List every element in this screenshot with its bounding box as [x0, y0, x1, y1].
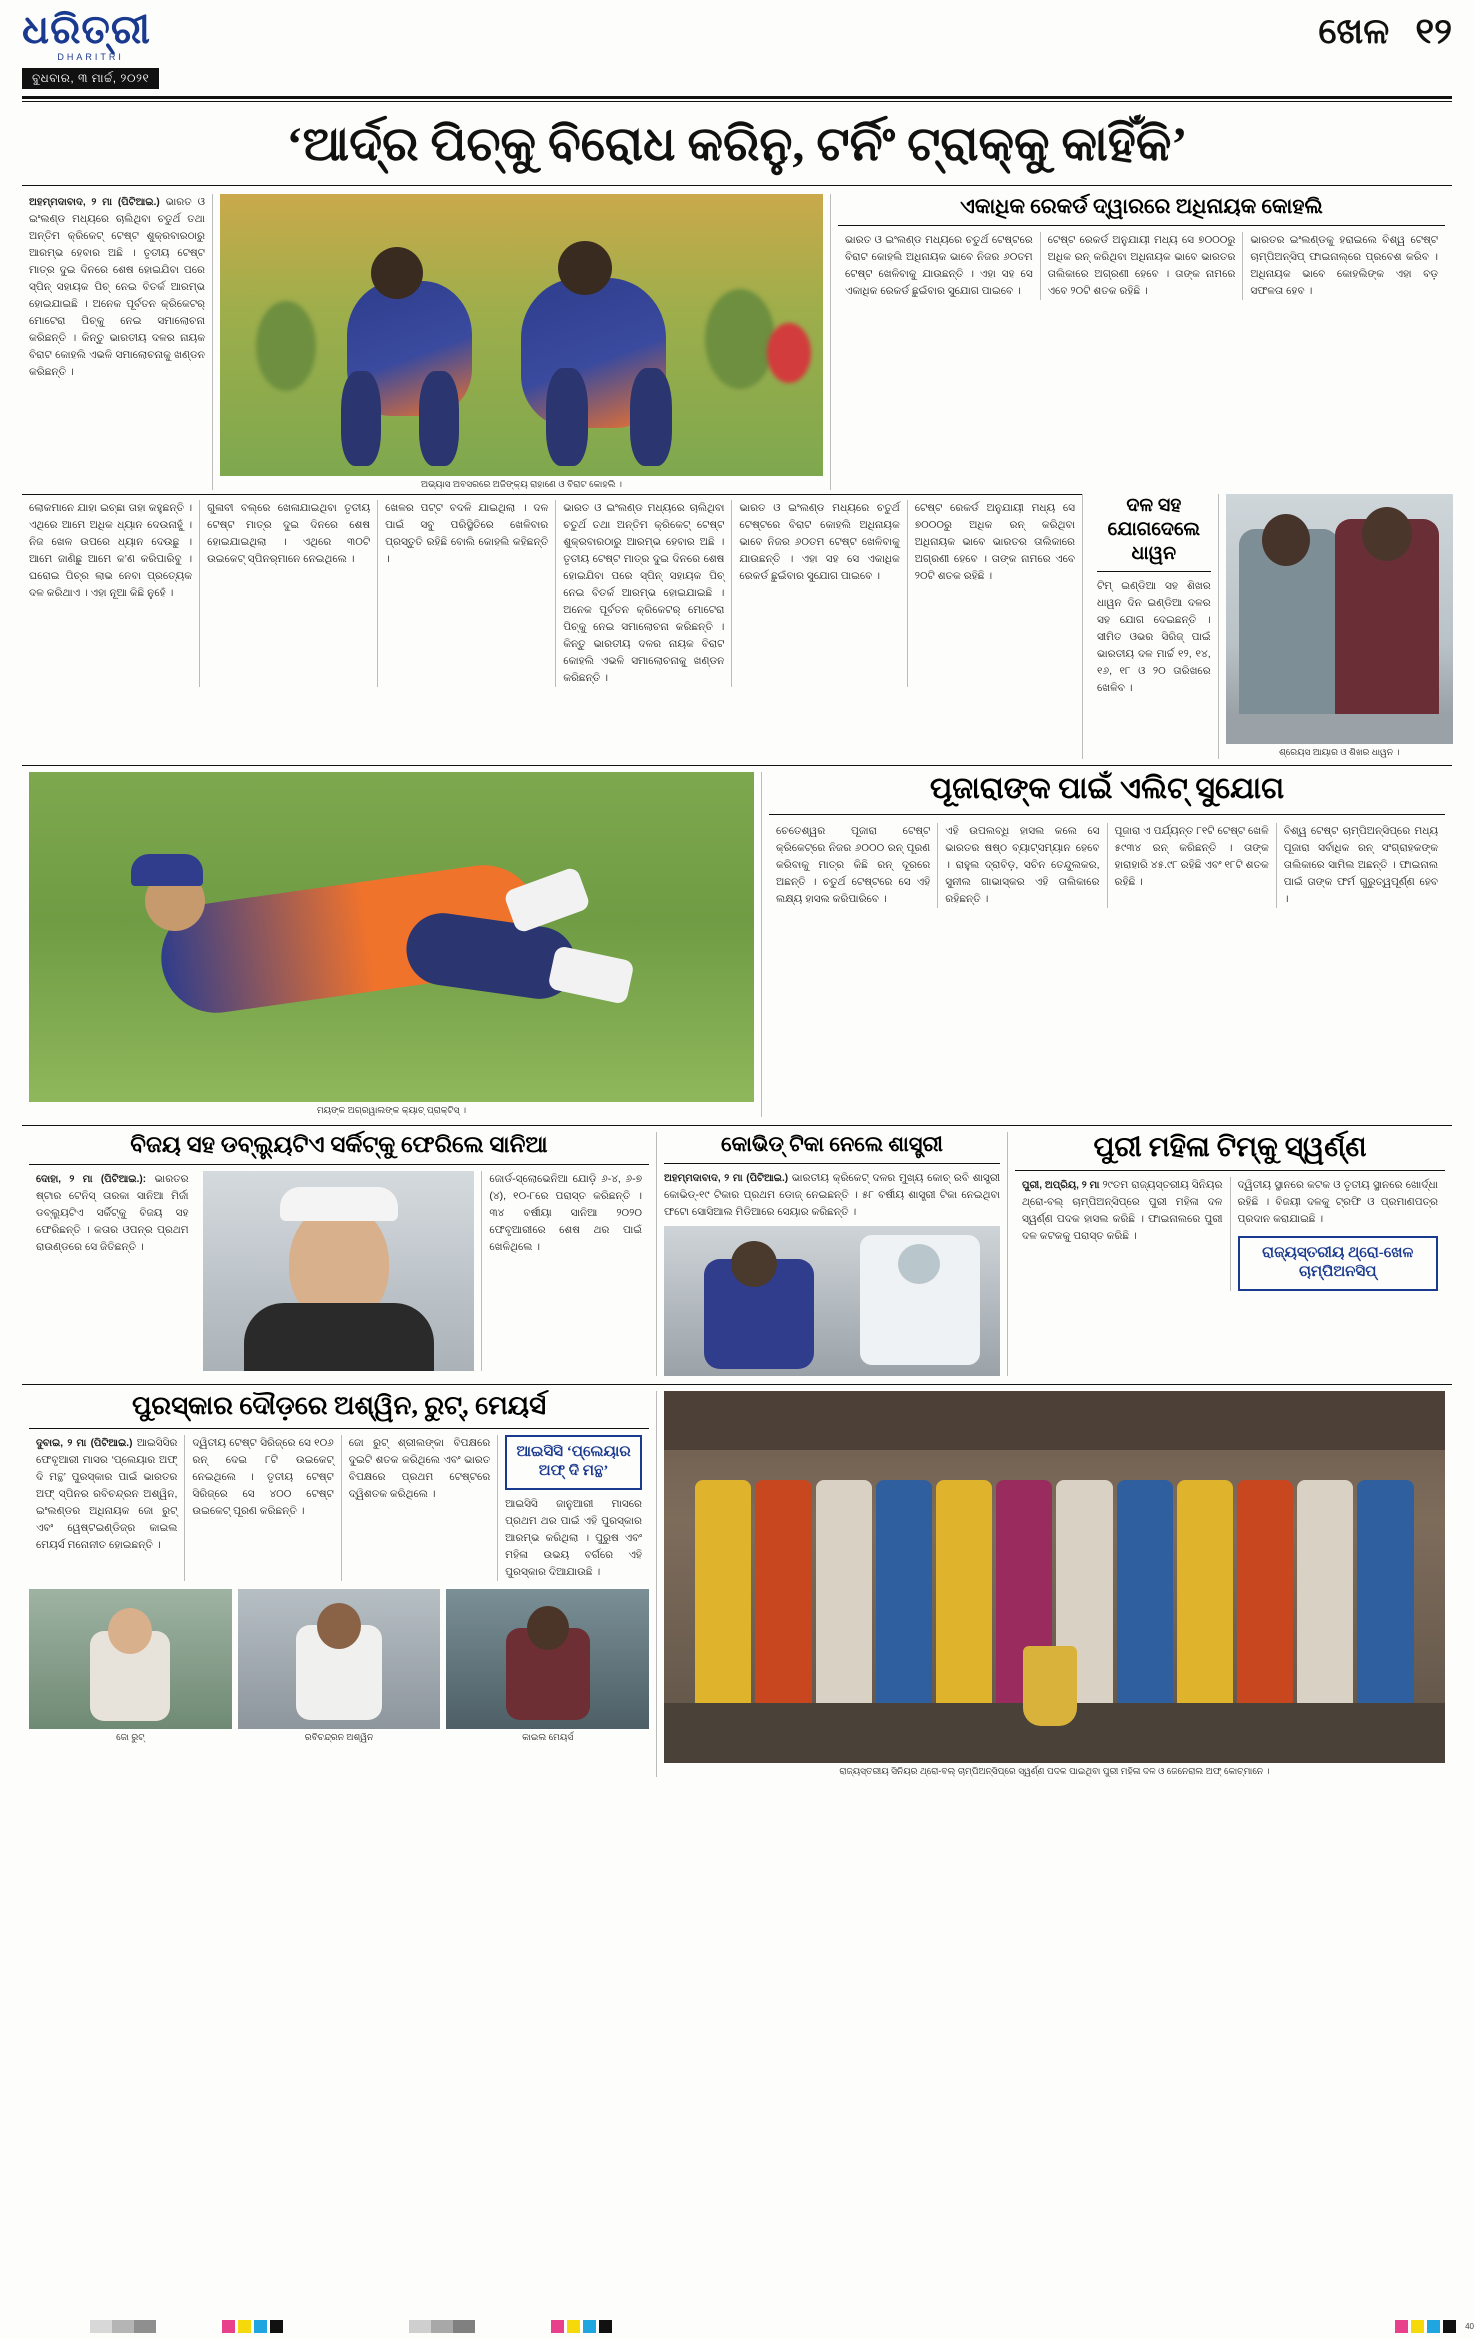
- lead-body-6b: ଟେଷ୍ଟ ରେକର୍ଡ ଅନୁଯାୟୀ ମଧ୍ୟ ସେ ୭୦୦୦ରୁ ଅଧିକ ରନ୍ କରିଥିବା ଅଧିନାୟକ ଭାବେ ଭାରତର ତାଲିକାରେ ଅଗ୍ରଣୀ ହେବେ । ତାଙ୍କ ନାମରେ ଏବେ ୨୦ଟି ଶତକ ରହିଛି ।: [914, 502, 1076, 583]
- sania-col-1: ଭାରତର ଷ୍ଟାର ଟେନିସ୍ ତାରକା ସାନିଆ ମିର୍ଜା ଡବ୍ଲ୍ୟୁଟିଏ ସର୍କିଟ୍‌କୁ ବିଜୟ ସହ ଫେରିଛନ୍ତି । କତାର ଓପନ୍‌ର ପ୍ରଥମ ରାଉଣ୍ଡରେ ସେ ଜିତିଛନ୍ତି ।: [36, 1172, 189, 1253]
- covid-title: କୋଭିଡ୍ ଟିକା ନେଲେ ଶାସ୍ତ୍ରୀ: [721, 1131, 943, 1156]
- page-number: ୧୨: [1415, 11, 1452, 51]
- lead-column-1: [22, 194, 212, 491]
- date-line: ବୁଧବାର, ୩ ମାର୍ଚ୍ଚ, ୨୦୨୧: [22, 68, 159, 89]
- sania-col-2: ଜୋର୍ଡ-ସ୍ଲୋଭେନିଆ ଯୋଡ଼ି ୬-୪, ୬-୭ (୪), ୧୦-୮ରେ ପରାସ୍ତ କରିଛନ୍ତି । ୩୪ ବର୍ଷୀୟା ସାନିଆ ୨୦୨୦ ଫେବୃଆରୀରେ ଶେଷ ଥର ପାଇଁ ଖେଳିଥିଲେ ।: [489, 1172, 642, 1253]
- registration-swatch-yellow-2: [567, 2320, 580, 2333]
- registration-swatch-yellow-3: [1411, 2320, 1424, 2333]
- lead-body-1: ଭାରତ ଓ ଇଂଲଣ୍ଡ ମଧ୍ୟରେ ଚାଲିଥିବା ଚତୁର୍ଥ ତଥା ଅନ୍ତିମ କ୍ରିକେଟ୍ ଟେଷ୍ଟ ଶୁକ୍ରବାରଠାରୁ ଆରମ୍ଭ ହେବାର ଅଛି । ତୃତୀୟ ଟେଷ୍ଟ ମାତ୍ର ଦୁଇ ଦିନରେ ଶେଷ ହୋଇଯିବା ପରେ ସ୍ପିନ୍ ସହାୟକ ପିଚ୍ ନେଇ ବିତର୍କ ଆରମ୍ଭ ହୋଇଯାଇଛି । ଅନେକ ପୂର୍ବତନ କ୍ରିକେଟର୍ ମୋଟେରା ପିଚ୍‌କୁ ନେଇ ସମାଲୋଚନା କରିଛନ୍ତି । କିନ୍ତୁ ଭାରତୀୟ ଦଳର ନାୟକ ବିରାଟ କୋହଲି ଏଭଳି ସମାଲୋଚନାକୁ ଖଣ୍ଡନ କରିଛନ୍ତି ।: [29, 195, 205, 378]
- registration-swatch-magenta: [222, 2320, 235, 2333]
- masthead: [22, 7, 1452, 94]
- print-registration-bar: [0, 2319, 1474, 2333]
- photo-joe-root: [29, 1589, 232, 1729]
- page-mark: 40: [1465, 2321, 1474, 2331]
- registration-swatch-magenta-3: [1395, 2320, 1408, 2333]
- dhawan-title: ଦଳ ସହ ଯୋଗଦେଲେ ଧାୱନ: [1107, 495, 1201, 564]
- covid-dateline: ଅହମ୍ମଦାବାଦ, ୨ ମା (ପିଟିଆଇ.): [664, 1172, 789, 1184]
- registration-swatch-black-3: [1443, 2320, 1456, 2333]
- pujara-col-4: ବିଶ୍ୱ ଟେଷ୍ଟ ଚାମ୍ପିଅନ୍‌ସିପ୍‌ରେ ମଧ୍ୟ ପୂଜାରା ସର୍ବାଧିକ ରନ୍ ସଂଗ୍ରାହକଙ୍କ ତାଲିକାରେ ସାମିଲ ଅଛନ୍ତି । ଫାଇନାଲ ପାଇଁ ତାଙ୍କ ଫର୍ମ ଗୁରୁତ୍ୱପୂର୍ଣ୍ଣ ହେବ ।: [1283, 824, 1438, 905]
- photo-diving-catch: [29, 772, 754, 1102]
- photo-caption-4: ରାଜ୍ୟସ୍ତରୀୟ ସିନିୟର ଥ୍ରୋ-ବଲ୍ ଚାମ୍ପିଅନ୍‌ସିପ୍‌ରେ ସ୍ୱର୍ଣ୍ଣ ପଦକ ପାଇଥିବା ପୁରୀ ମହିଳା ଦଳ ଓ ଜେନେରାଲ ଅଫ୍ କୋଚ୍‌ମାନେ ।: [839, 1765, 1270, 1776]
- logo-odia-text: ଧରିତ୍ରୀ: [22, 7, 151, 52]
- photo-shastri-vaccine: [664, 1226, 1000, 1376]
- lead-continued: [22, 494, 1082, 759]
- puri-dateline: ପୁରୀ, ଅପ୍ରିୟ, ୨ ମା: [1022, 1179, 1100, 1191]
- awards-dateline: ଦୁବାଇ, ୨ ମା (ପିଟିଆଇ.): [36, 1437, 133, 1449]
- masthead-rule: [22, 96, 1452, 99]
- puri-col-1: ୨୯ତମ ରାଜ୍ୟସ୍ତରୀୟ ସିନିୟର ଥ୍ରୋ-ବଲ୍ ଚାମ୍ପିଅନ୍‌ସିପ୍‌ରେ ପୁରୀ ମହିଳା ଦଳ ସ୍ୱର୍ଣ୍ଣ ପଦକ ହାସଲ କରିଛି । ଫାଇନାଲରେ ପୁରୀ ଦଳ କଟକକୁ ପରାସ୍ତ କରିଛି ।: [1022, 1178, 1223, 1242]
- photo-caption-2: ଶ୍ରେୟସ ଆୟାର ଓ ଶିଖର ଧାୱନ ।: [1279, 747, 1400, 758]
- logo-english-text: DHARITRI: [57, 52, 124, 62]
- page-title: ‘ଆର୍ଦ୍ର ପିଚ୍‌କୁ ବିରୋଧ କରିନୁ, ଟର୍ନିଂ ଟ୍ରାକ୍‌କୁ କାହିଁକି’: [286, 118, 1188, 171]
- fourth-band: [22, 1132, 1452, 1376]
- sania-dateline: ଦୋହା, ୨ ମା (ପିଟିଆଇ.):: [36, 1173, 147, 1185]
- photo-ashwin: [238, 1589, 441, 1729]
- awards-caption-2: ରବିଚନ୍ଦ୍ରନ ଅଶ୍ୱିନ: [304, 1731, 374, 1742]
- registration-swatch-cyan-2: [583, 2320, 596, 2333]
- covid-col-1: ଭାରତୀୟ କ୍ରିକେଟ୍ ଦଳର ମୁଖ୍ୟ କୋଚ୍ ରବି ଶାସ୍ତ୍ରୀ କୋଭିଡ୍-୧୯ ଟିକାର ପ୍ରଥମ ଡୋଜ୍ ନେଇଛନ୍ତି । ୫୮ ବର୍ଷୀୟ ଶାସ୍ତ୍ରୀ ଟିକା ନେଇଥିବା ଫଟୋ ସୋସିଆଲ ମିଡିଆରେ ସେୟାର କରିଛନ୍ତି ।: [664, 1171, 1000, 1218]
- kohli-box-col-2: ଟେଷ୍ଟ ରେକର୍ଡ ଅନୁଯାୟୀ ମଧ୍ୟ ସେ ୭୦୦୦ରୁ ଅଧିକ ରନ୍ କରିଥିବା ଅଧିନାୟକ ଭାବେ ଭାରତର ତାଲିକାରେ ଅଗ୍ରଣୀ ହେବେ । ତାଙ୍କ ନାମରେ ଏବେ ୨୦ଟି ଶତକ ରହିଛି ।: [1047, 233, 1236, 297]
- awards-article: [22, 1391, 656, 1778]
- photo-mayank-block: [22, 772, 761, 1117]
- lead-body-1b: ଲୋକମାନେ ଯାହା ଇଚ୍ଛା ତାହା କହୁଛନ୍ତି । ଏଥିରେ ଆମେ ଅଧିକ ଧ୍ୟାନ ଦେଉନାହୁଁ । ନିଜ ଖେଳ ଉପରେ ଧ୍ୟାନ ଦେଉଛୁ । ଆମେ ଜାଣିଛୁ ଆମେ କ’ଣ କରିପାରିବୁ । ଘରୋଇ ପିଚ୍‌ର ଲାଭ ନେବା ପ୍ରତ୍ୟେକ ଦଳ କରିଥାଏ । ଏହା ନୂଆ କିଛି ନୁହେଁ ।: [29, 502, 193, 600]
- awards-title: ପୁରସ୍କାର ଦୌଡ଼ରେ ଅଶ୍ୱିନ, ରୁଟ୍, ମେୟର୍ସ: [131, 1390, 547, 1420]
- awards-col-2: ଦ୍ୱିତୀୟ ଟେଷ୍ଟ ସିରିଜ୍‌ରେ ସେ ୧୦୬ ରନ୍ ଦେଇ ୮ଟି ଉଇକେଟ୍ ନେଇଥିଲେ । ତୃତୀୟ ଟେଷ୍ଟ ସିରିଜ୍‌ରେ ସେ ୪୦୦ ଟେଷ୍ଟ ଉଇକେଟ୍ ପୂରଣ କରିଛନ୍ତି ।: [192, 1436, 334, 1517]
- puri-event-badge: ରାଜ୍ୟସ୍ତରୀୟ ଥ୍ରୋ-ଖେଳ ଚାମ୍ପିଅନସିପ୍: [1238, 1236, 1439, 1291]
- photo-iyer-dhawan: [1226, 494, 1453, 744]
- registration-swatch-yellow: [238, 2320, 251, 2333]
- awards-caption-3: କାଇଲ ମେୟର୍ସ: [522, 1731, 574, 1742]
- pujara-col-3: ପୂଜାରା ଏ ପର୍ଯ୍ୟନ୍ତ ୮୧ଟି ଟେଷ୍ଟ ଖେଳି ୫୯୩୪ ରନ୍ କରିଛନ୍ତି । ତାଙ୍କ ହାରାହାରି ୪୫.୯୮ ରହିଛି ଏବଂ ୧୮ଟି ଶତକ ରହିଛି ।: [1114, 824, 1269, 888]
- pujara-box: [761, 772, 1452, 1117]
- kohli-box-title: ଏକାଧିକ ରେକର୍ଡ ଦ୍ୱାରରେ ଅଧିନାୟକ କୋହଲି: [960, 193, 1323, 218]
- lead-body-4b: ଭାରତ ଓ ଇଂଲଣ୍ଡ ମଧ୍ୟରେ ଚାଲିଥିବା ଚତୁର୍ଥ ତଥା ଅନ୍ତିମ କ୍ରିକେଟ୍ ଟେଷ୍ଟ ଶୁକ୍ରବାରଠାରୁ ଆରମ୍ଭ ହେବାର ଅଛି । ତୃତୀୟ ଟେଷ୍ଟ ମାତ୍ର ଦୁଇ ଦିନରେ ଶେଷ ହୋଇଯିବା ପରେ ସ୍ପିନ୍ ସହାୟକ ପିଚ୍ ନେଇ ବିତର୍କ ଆରମ୍ଭ ହୋଇଯାଇଛି । ଅନେକ ପୂର୍ବତନ କ୍ରିକେଟର୍ ମୋଟେରା ପିଚ୍‌କୁ ନେଇ ସମାଲୋଚନା କରିଛନ୍ତି । କିନ୍ତୁ ଭାରତୀୟ ଦଳର ନାୟକ ବିରାଟ କୋହଲି ଏଭଳି ସମାଲୋଚନାକୁ ଖଣ୍ଡନ କରିଛନ୍ତି ।: [563, 502, 725, 685]
- top-block: [22, 194, 1452, 491]
- kohli-box-col-1: ଭାରତ ଓ ଇଂଲଣ୍ଡ ମଧ୍ୟରେ ଚତୁର୍ଥ ଟେଷ୍ଟରେ ବିରାଟ କୋହଲି ଅଧିନାୟକ ଭାବେ ନିଜର ୬୦ତମ ଟେଷ୍ଟ ଖେଳିବାକୁ ଯାଉଛନ୍ତି । ଏହା ସହ ସେ ଏକାଧିକ ରେକର୍ଡ ଛୁଇଁବାର ସୁଯୋଗ ପାଇବେ ।: [845, 233, 1033, 297]
- photo-caption-1: ଅଭ୍ୟାସ ଅବସରରେ ଅଜିଙ୍କ୍ୟ ରାହାଣେ ଓ ବିରାଟ କୋହଲି ।: [420, 478, 622, 489]
- icc-award-text: ଆଇସିସି ଜାନୁଆରୀ ମାସରେ ପ୍ରଥମ ଥର ପାଇଁ ଏହି ପୁରସ୍କାର ଆରମ୍ଭ କରିଥିଲା । ପୁରୁଷ ଏବଂ ମହିଳା ଉଭୟ ବର୍ଗରେ ଏହି ପୁରସ୍କାର ଦିଆଯାଉଛି ।: [505, 1497, 642, 1578]
- puri-col-2: ଦ୍ୱିତୀୟ ସ୍ଥାନରେ କଟକ ଓ ତୃତୀୟ ସ୍ଥାନରେ ଖୋର୍ଦ୍ଧା ରହିଛି । ବିଜୟୀ ଦଳକୁ ଟ୍ରଫି ଓ ପ୍ରମାଣପତ୍ର ପ୍ରଦାନ କରାଯାଇଛି ।: [1237, 1178, 1438, 1225]
- kohli-box-col-3: ଭାରତର ଇଂଲଣ୍ଡକୁ ହରାଇଲେ ବିଶ୍ୱ ଟେଷ୍ଟ ଚାମ୍ପିଅନ୍‌ସିପ୍ ଫାଇନାଲ୍‌ରେ ପ୍ରବେଶ କରିବ । ଅଧିନାୟକ ଭାବେ କୋହଲିଙ୍କ ଏହା ବଡ଼ ସଫଳତା ହେବ ।: [1250, 233, 1439, 297]
- lead-body-5b: ଭାରତ ଓ ଇଂଲଣ୍ଡ ମଧ୍ୟରେ ଚତୁର୍ଥ ଟେଷ୍ଟରେ ବିରାଟ କୋହଲି ଅଧିନାୟକ ଭାବେ ନିଜର ୬୦ତମ ଟେଷ୍ଟ ଖେଳିବାକୁ ଯାଉଛନ୍ତି । ଏହା ସହ ସେ ଏକାଧିକ ରେକର୍ଡ ଛୁଇଁବାର ସୁଯୋଗ ପାଇବେ ।: [739, 502, 900, 583]
- photo-puri-team: [664, 1391, 1445, 1763]
- registration-swatch-cyan: [254, 2320, 267, 2333]
- photo-kyle-mayers: [446, 1589, 649, 1729]
- masthead-logo: [22, 7, 159, 89]
- lead-photo-block: [212, 194, 830, 491]
- pujara-col-2: ଏହି ଉପଲବ୍ଧି ହାସଲ କଲେ ସେ ଭାରତର ଷଷ୍ଠ ବ୍ୟାଟ୍‌ସମ୍ୟାନ ହେବେ । ରାହୁଲ ଦ୍ରାବିଡ଼, ସଚିନ ତେନ୍ଦୁଲକର, ସୁନୀଲ ଗାଭାସ୍କର ଏହି ତାଲିକାରେ ରହିଛନ୍ତି ।: [945, 824, 1100, 905]
- sania-article: [22, 1132, 656, 1376]
- puri-article: [1007, 1132, 1452, 1376]
- section-header: [1318, 10, 1452, 53]
- awards-col-1: ଆଇସିସିର ଫେବୃଆରୀ ମାସର ‘ପ୍ଲେୟାର ଅଫ୍ ଦି ମନ୍ଥ’ ପୁରସ୍କାର ପାଇଁ ଭାରତର ଅଫ୍ ସ୍ପିନର ରବିଚନ୍ଦ୍ରନ ଅଶ୍ୱିନ, ଇଂଲଣ୍ଡର ଅଧିନାୟକ ଜୋ ରୁଟ୍ ଏବଂ ୱେଷ୍ଟଇଣ୍ଡିଜ୍‌ର କାଇଲ ମେୟର୍ସ ମନୋନୀତ ହୋଇଛନ୍ତି ।: [36, 1436, 178, 1551]
- pujara-col-1: ଚେତେଶ୍ୱର ପୂଜାରା ଟେଷ୍ଟ କ୍ରିକେଟ୍‌ରେ ନିଜର ୬୦୦୦ ରନ୍ ପୂରଣ କରିବାକୁ ମାତ୍ର କିଛି ରନ୍ ଦୂରରେ ଅଛନ୍ତି । ଚତୁର୍ଥ ଟେଷ୍ଟରେ ସେ ଏହି ଲକ୍ଷ୍ୟ ହାସଲ କରିପାରିବେ ।: [776, 824, 931, 905]
- registration-swatch-cyan-3: [1427, 2320, 1440, 2333]
- lead-body-2b: ଗୁଳାବୀ ବଲ୍‌ରେ ଖେଳାଯାଇଥିବା ତୃତୀୟ ଟେଷ୍ଟ ମାତ୍ର ଦୁଇ ଦିନରେ ଶେଷ ହୋଇଯାଇଥିଲା । ଏଥିରେ ୩୦ଟି ଉଇକେଟ୍ ସ୍ପିନର୍‌ମାନେ ନେଇଥିଲେ ।: [207, 502, 371, 566]
- puri-title: ପୁରୀ ମହିଳା ଟିମ୍‌କୁ ସ୍ୱର୍ଣ୍ଣ: [1093, 1131, 1367, 1163]
- kohli-record-box: [830, 194, 1452, 491]
- sania-title: ବିଜୟ ସହ ଡବ୍ଲ୍ୟୁଟିଏ ସର୍କିଟ୍‌କୁ ଫେରିଲେ ସାନିଆ: [130, 1131, 548, 1157]
- registration-swatch-magenta-2: [551, 2320, 564, 2333]
- lead-dateline: ଅହମ୍ମଦାବାଦ, ୨ ମା (ପିଟିଆଇ.): [29, 196, 160, 208]
- covid-article: [656, 1132, 1007, 1376]
- grey-scale-strip: [90, 2320, 156, 2333]
- masthead-rule-2: [22, 101, 1452, 102]
- grey-scale-strip-2: [409, 2320, 475, 2333]
- section-title: ଖେଳ: [1318, 11, 1390, 51]
- lead-body-3b: ଖେଳର ପଟ୍ଟ ବଦଳି ଯାଇଥିଲା । ଦଳ ପାଇଁ ସବୁ ପରିସ୍ଥିତିରେ ଖେଳିବାର ପ୍ରସ୍ତୁତି ରହିଛି ବୋଲି କୋହଲି କହିଛନ୍ତି ।: [385, 502, 549, 566]
- awards-photo-strip: [29, 1589, 649, 1744]
- photo-kohli-rahane: [220, 194, 823, 476]
- photo-caption-3: ମୟଙ୍କ ଅଗ୍ରୱାଲଙ୍କ କ୍ୟାଚ୍ ପ୍ରାକ୍ଟିସ୍ ।: [316, 1104, 467, 1115]
- headline-rule: [22, 185, 1452, 186]
- pujara-title: ପୂଜାରାଙ୍କ ପାଇଁ ଏଲିଟ୍ ସୁଯୋଗ: [929, 771, 1285, 805]
- dhawan-text: ଟିମ୍ ଇଣ୍ଡିଆ ସହ ଶିଖର ଧାୱନ ଦିନ ଇଣ୍ଡିଆ ଦଳର ସହ ଯୋଗ ଦେଇଛନ୍ତି । ସୀମିତ ଓଭର ସିରିଜ୍ ପାଇଁ ଭାରତୀୟ ଦଳ ମାର୍ଚ୍ଚ ୧୨, ୧୪, ୧୬, ୧୮ ଓ ୨୦ ତାରିଖରେ ଖେଳିବ ।: [1097, 580, 1211, 695]
- group-photo-block: [656, 1391, 1452, 1778]
- awards-caption-1: ଜୋ ରୁଟ୍: [116, 1731, 145, 1742]
- registration-swatch-black-2: [599, 2320, 612, 2333]
- second-band: [22, 494, 1452, 759]
- dhawan-box: [1082, 494, 1467, 759]
- photo-sania: [203, 1171, 475, 1371]
- awards-col-3: ଜୋ ରୁଟ୍ ଶ୍ରୀଲଙ୍କା ବିପକ୍ଷରେ ଦୁଇଟି ଶତକ କରିଥିଲେ ଏବଂ ଭାରତ ବିପକ୍ଷରେ ପ୍ରଥମ ଟେଷ୍ଟରେ ଦ୍ୱିଶତକ କରିଥିଲେ ।: [348, 1436, 491, 1500]
- third-band: [22, 772, 1452, 1117]
- icc-award-badge: ଆଇସିସି ‘ପ୍ଲେୟାର ଅଫ୍ ଦି ମନ୍ଥ’: [505, 1435, 642, 1490]
- registration-swatch-black: [270, 2320, 283, 2333]
- fifth-band: [22, 1391, 1452, 1778]
